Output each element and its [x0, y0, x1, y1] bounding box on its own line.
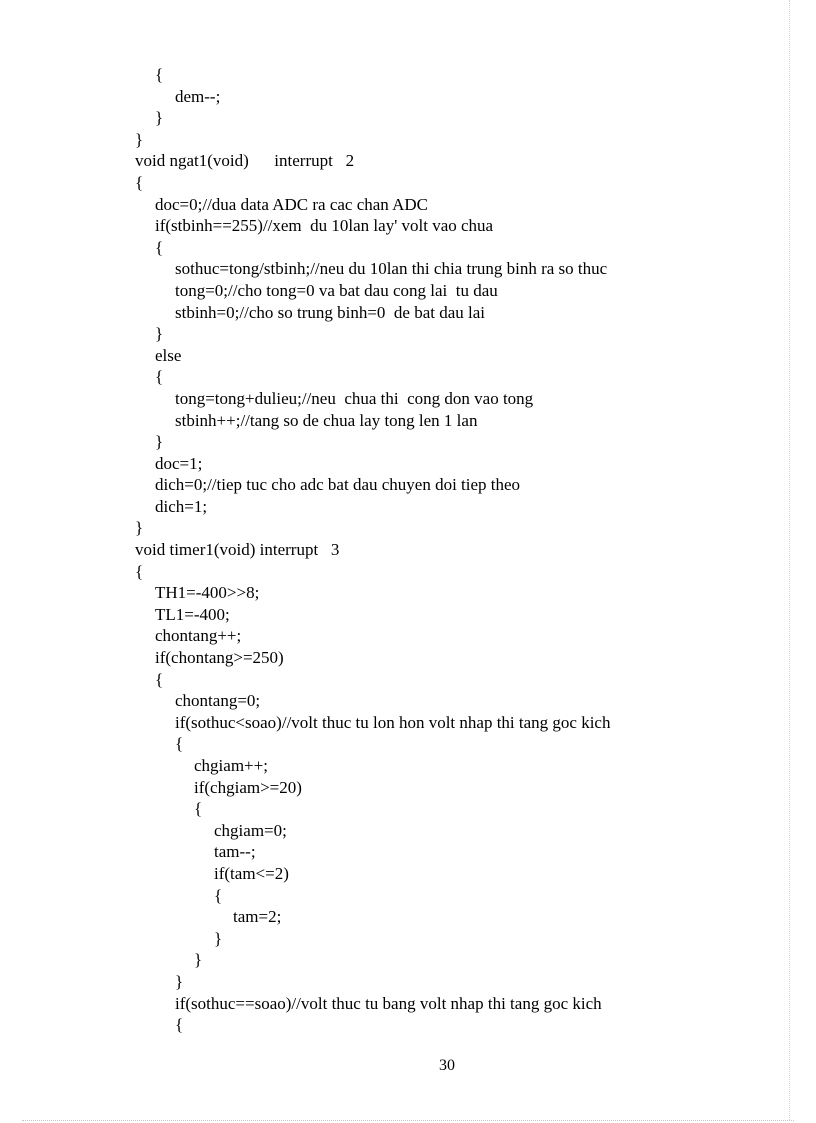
code-line: if(sothuc==soao)//volt thuc tu bang volt nhap thi tang goc kich	[175, 993, 602, 1013]
code-line: {	[135, 561, 144, 581]
code-line: void timer1(void) interrupt 3	[135, 540, 340, 560]
page-number: 30	[439, 1057, 455, 1074]
code-line: chgiam=0;	[214, 820, 287, 840]
code-line: if(chgiam>=20)	[194, 777, 302, 797]
code-line: }	[194, 950, 203, 970]
code-line: chontang++;	[155, 626, 242, 646]
code-line: dich=0;//tiep tuc cho adc bat dau chuyen doi tiep theo	[155, 475, 521, 495]
code-line: else	[155, 345, 182, 365]
code-line: chgiam++;	[194, 756, 268, 775]
code-line: }	[214, 928, 223, 948]
code-line: {	[175, 1015, 184, 1035]
code-line: {	[175, 734, 184, 754]
code-line: }	[175, 971, 184, 991]
code-line: dem--;	[175, 86, 221, 106]
code-line: }	[155, 324, 164, 344]
code-line: doc=1;	[155, 453, 203, 473]
code-line: chontang=0;	[175, 691, 261, 711]
code-line: }	[135, 518, 144, 538]
code-line: if(stbinh==255)//xem du 10lan lay' volt vao chua	[155, 216, 494, 236]
code-line: stbinh=0;//cho so trung binh=0 de bat dau lai	[175, 302, 486, 322]
code-line: tong=tong+dulieu;//neu chua thi cong don vao tong	[175, 388, 534, 408]
code-line: void ngat1(void) interrupt 2	[135, 151, 355, 171]
code-line: TL1=-400;	[155, 604, 230, 624]
code-line: {	[155, 669, 164, 689]
code-line: tam=2;	[233, 907, 282, 927]
code-line: {	[155, 65, 164, 84]
code-line: }	[155, 108, 164, 128]
code-line: tong=0;//cho tong=0 va bat dau cong lai tu dau	[175, 280, 498, 300]
code-line: tam--;	[214, 842, 256, 862]
code-line: TH1=-400>>8;	[155, 583, 260, 603]
code-line: doc=0;//dua data ADC ra cac chan ADC	[155, 194, 429, 214]
code-listing	[135, 64, 610, 1036]
code-line: sothuc=tong/stbinh;//neu du 10lan thi chia trung binh ra so thuc	[175, 259, 608, 279]
footer-guide-line	[22, 1120, 794, 1121]
code-line: stbinh++;//tang so de chua lay tong len 1 lan	[175, 410, 478, 430]
code-line: }	[155, 432, 164, 452]
code-line: {	[155, 237, 164, 257]
code-line: }	[135, 129, 144, 149]
code-line: {	[155, 367, 164, 387]
code-line: dich=1;	[155, 496, 208, 516]
margin-guide-line	[789, 0, 790, 1120]
code-line: if(chontang>=250)	[155, 648, 284, 668]
code-line: {	[135, 172, 144, 192]
code-line: if(sothuc<soao)//volt thuc tu lon hon volt nhap thi tang goc kich	[175, 712, 611, 732]
code-line: if(tam<=2)	[214, 863, 289, 883]
code-line: {	[214, 885, 223, 905]
code-line: {	[194, 799, 203, 819]
